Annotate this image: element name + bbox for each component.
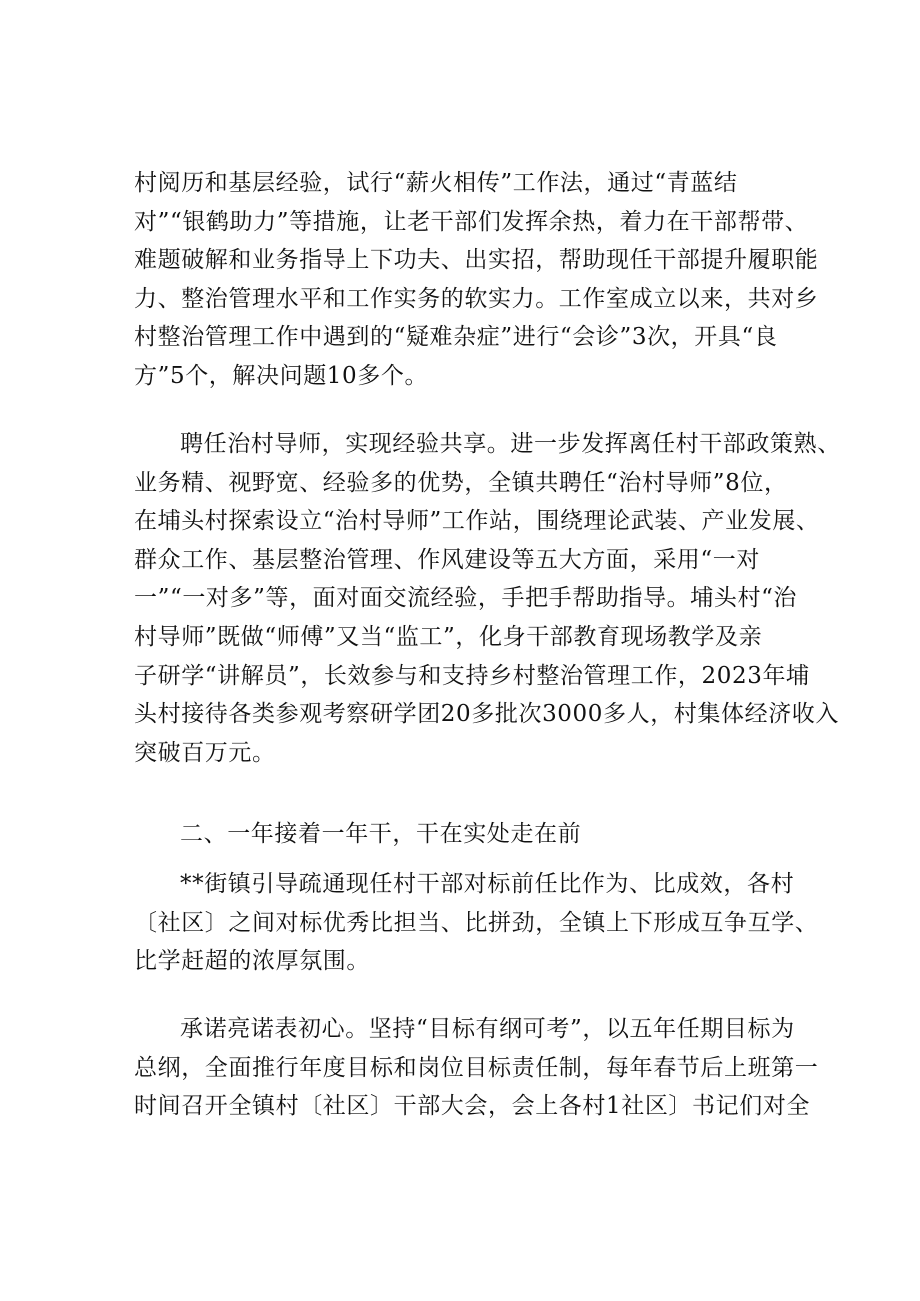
paragraph-2-line-4: 群众工作、基层整治管理、作风建设等五大方面，采用“一对 xyxy=(134,546,760,573)
paragraph-4-line-2: 总纲，全面推行年度目标和岗位目标责任制，每年春节后上班第一 xyxy=(134,1054,819,1081)
paragraph-3-line-1: **街镇引导疏通现任村干部对标前任比作为、比成效，各村 xyxy=(180,871,795,897)
paragraph-3 xyxy=(134,865,819,981)
paragraph-4-line-3: 时间召开全镇村〔社区〕干部大会，会上各村1社区〕书记们对全 xyxy=(134,1093,811,1120)
paragraph-4-line-1: 承诺亮诺表初心。坚持“目标有纲可考”，以五年任期目标为 xyxy=(180,1016,795,1042)
paragraph-1-line-3: 难题破解和业务指导上下功夫、出实招，帮助现任干部提升履职能 xyxy=(134,247,819,274)
paragraph-2-line-7: 子研学“讲解员”，长效参与和支持乡村整治管理工作，2023年埔 xyxy=(134,662,810,689)
section-heading-text: 二、一年接着一年干，干在实处走在前 xyxy=(180,821,582,847)
paragraph-1-line-5: 村整治管理工作中遇到的“疑难杂症”进行“会诊”3次，开具“良 xyxy=(134,324,778,351)
paragraph-2-line-8: 头村接待各类参观考察研学团20多批次3000多人，村集体经济收入 xyxy=(134,701,839,728)
paragraph-1-line-1: 村阅历和基层经验，试行“薪火相传”工作法，通过“青蓝结 xyxy=(134,170,738,196)
paragraph-1 xyxy=(134,164,819,396)
paragraph-2 xyxy=(134,425,841,772)
paragraph-2-line-9: 突破百万元。 xyxy=(134,739,276,766)
paragraph-2-line-6: 村导师”既做“师傅”又当“监工”，化身干部教育现场教学及亲 xyxy=(134,623,763,650)
paragraph-1-line-4: 力、整治管理水平和工作实务的软实力。工作室成立以来，共对乡 xyxy=(134,285,819,312)
paragraph-2-line-3: 在埔头村探索设立“治村导师”工作站，围绕理论武装、产业发展、 xyxy=(134,508,820,535)
section-heading xyxy=(134,815,804,854)
paragraph-3-line-3: 比学赶超的浓厚氛围。 xyxy=(134,948,370,975)
paragraph-1-line-2: 对”“银鹤助力”等措施，让老干部们发挥余热，着力在干部帮带、 xyxy=(134,208,809,235)
paragraph-2-line-5: 一”“一对多”等，面对面交流经验，手把手帮助指导。埔头村“治 xyxy=(134,585,798,612)
paragraph-1-line-6: 方”5个，解决问题10多个。 xyxy=(134,362,429,389)
paragraph-3-line-2: 〔社区〕之间对标优秀比担当、比拼劲，全镇上下形成互争互学、 xyxy=(134,909,819,936)
paragraph-2-line-2: 业务精、视野宽、经验多的优势，全镇共聘任“治村导师”8位， xyxy=(134,469,788,496)
paragraph-4 xyxy=(134,1010,819,1126)
paragraph-2-line-1: 聘任治村导师，实现经验共享。进一步发挥离任村干部政策熟、 xyxy=(180,431,841,457)
